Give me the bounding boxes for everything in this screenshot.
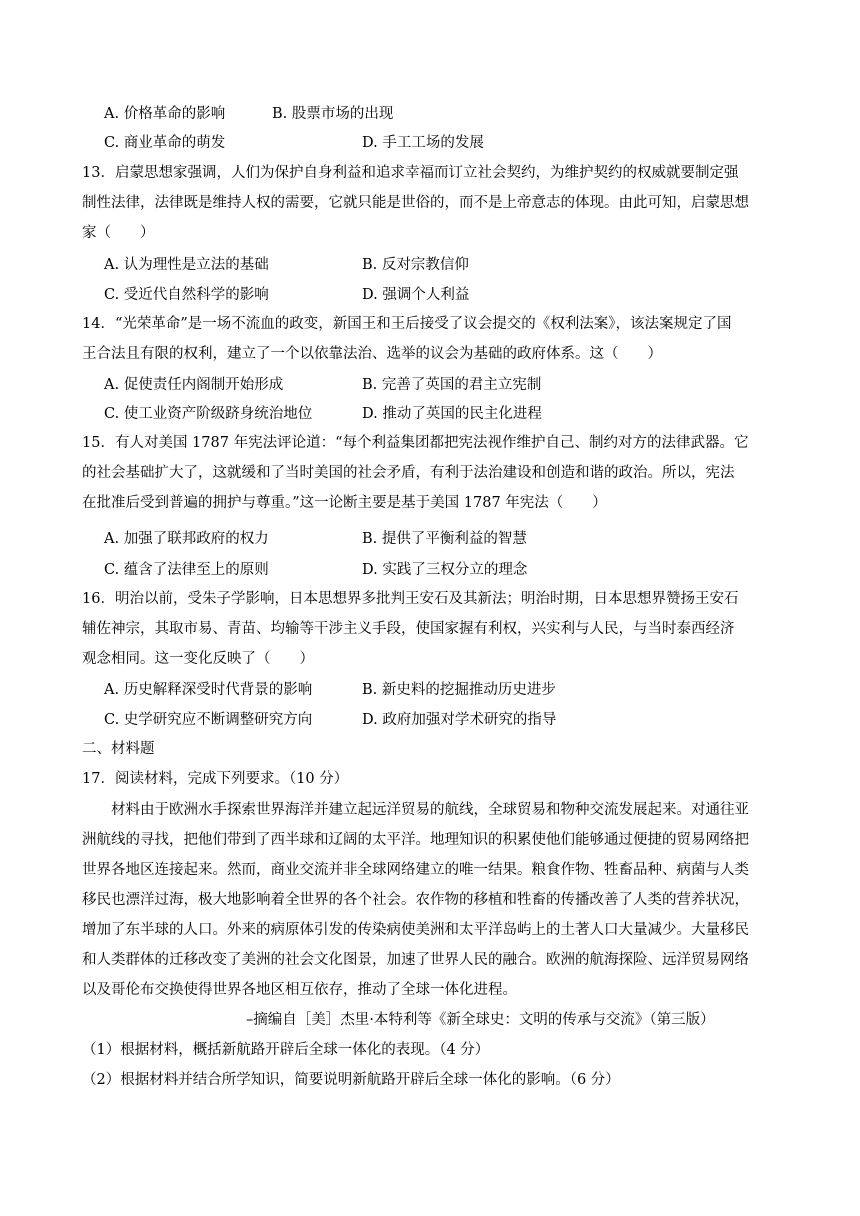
q14-option-a[interactable]: A. 促使责任内阁制开始形成 (104, 377, 284, 393)
q17-material-line-1: 材料由于欧洲水手探索世界海洋并建立起远洋贸易的航线，全球贸易和物种交流发展起来。对通往亚 (111, 802, 749, 818)
q13-options-row-2 (104, 285, 784, 307)
q13-option-b[interactable]: B. 反对宗教信仰 (362, 257, 469, 273)
q16-option-a[interactable]: A. 历史解释深受时代背景的影响 (104, 682, 313, 698)
section-title: 二、材料题 (82, 741, 155, 757)
q16-options-row-2 (104, 710, 784, 732)
q17-material-line-7: 以及哥伦布交换使得世界各地区相互依存，推动了全球一体化进程。 (82, 982, 517, 998)
q15-option-a[interactable]: A. 加强了联邦政府的权力 (104, 531, 269, 547)
q16-option-d[interactable]: D. 政府加强对学术研究的指导 (362, 712, 557, 728)
q13-option-c[interactable]: C. 受近代自然科学的影响 (104, 287, 269, 303)
q15-option-d[interactable]: D. 实践了三权分立的理念 (362, 562, 528, 578)
q17-material-source: –摘编自［美］杰里·本特利等《新全球史：文明的传承与交流》（第三版） (246, 1012, 715, 1028)
q12-option-b[interactable]: B. 股票市场的出现 (272, 106, 394, 122)
q13-options-row-1 (104, 255, 784, 277)
q12-options-row-2 (104, 133, 784, 155)
q17-material-line-6: 和人类群体的迁移改变了美洲的社会文化图景，加速了世界人民的融合。欧洲的航海探险、远洋贸易网络 (82, 952, 749, 968)
q14-option-b[interactable]: B. 完善了英国的君主立宪制 (362, 377, 542, 393)
q12-option-d[interactable]: D. 手工工场的发展 (362, 135, 484, 151)
q12-option-c[interactable]: C. 商业革命的萌发 (104, 135, 226, 151)
q16-stem-line-3: 观念相同。这一变化反映了（ ） (82, 651, 314, 667)
q17-material-line-3: 世界各地区连接起来。然而，商业交流并非全球网络建立的唯一结果。粮食作物、牲畜品种、病菌与人类 (82, 862, 749, 878)
q14-option-c[interactable]: C. 使工业资产阶级跻身统治地位 (104, 406, 313, 422)
q15-stem-line-2: 的社会基础扩大了，这就缓和了当时美国的社会矛盾，有利于法治建设和创造和谐的政治。所以，宪法 (82, 465, 735, 481)
q13-stem-line-2: 制性法律，法律既是维持人权的需要，它就只能是世俗的，而不是上帝意志的体现。由此可知，启蒙思想 (82, 195, 749, 211)
q15-options-row-2 (104, 560, 784, 582)
q14-stem-line-2: 王合法且有限的权利，建立了一个以依靠法治、选举的议会为基础的政府体系。这（ ） (82, 346, 662, 362)
q17-prompt: 17．阅读材料，完成下列要求。（10 分） (82, 771, 349, 787)
q16-stem-line-1: 16．明治以前，受朱子学影响，日本思想界多批判王安石及其新法；明治时期，日本思想界赞扬王安石 (82, 591, 739, 607)
q12-options-row-1 (104, 104, 784, 126)
q15-stem-line-1: 15．有人对美国 1787 年宪法评论道：“每个利益集团都把宪法视作维护自己、制约对方的法律武器。它 (82, 435, 749, 451)
q16-options-row-1 (104, 680, 784, 702)
q14-options-row-1 (104, 375, 784, 397)
q16-stem-line-2: 辅佐神宗，其取市易、青苗、均输等干涉主义手段，使国家握有利权，兴实利与人民，与当时泰西经济 (82, 621, 735, 637)
q15-option-b[interactable]: B. 提供了平衡利益的智慧 (362, 531, 527, 547)
q13-option-a[interactable]: A. 认为理性是立法的基础 (104, 257, 269, 273)
q14-options-row-2 (104, 404, 784, 426)
q16-option-c[interactable]: C. 史学研究应不断调整研究方向 (104, 712, 313, 728)
q12-option-a[interactable]: A. 价格革命的影响 (104, 106, 226, 122)
q15-stem-line-3: 在批准后受到普遍的拥护与尊重。”这一论断主要是基于美国 1787 年宪法（ ） (82, 495, 607, 511)
q17-material-line-5: 增加了东半球的人口。外来的病原体引发的传染病使美洲和太平洋岛屿上的土著人口大量减少。大量移民 (82, 922, 749, 938)
q17-subquestion-1: （1）根据材料，概括新航路开辟后全球一体化的表现。（4 分） (82, 1042, 490, 1058)
q13-stem-line-3: 家（ ） (82, 225, 155, 241)
q14-stem-line-1: 14．“光荣革命”是一场不流血的政变，新国王和王后接受了议会提交的《权利法案》，该法案规定了国 (82, 316, 732, 332)
q14-option-d[interactable]: D. 推动了英国的民主化进程 (362, 406, 542, 422)
q13-stem-line-1: 13．启蒙思想家强调，人们为保护自身利益和追求幸福而订立社会契约，为维护契约的权威就要制定强 (82, 165, 739, 181)
q13-option-d[interactable]: D. 强调个人利益 (362, 287, 470, 303)
q17-material-line-4: 移民也漂洋过海，极大地影响着全世界的各个社会。农作物的移植和牲畜的传播改善了人类的营养状况， (82, 892, 749, 908)
q15-options-row-1 (104, 529, 784, 551)
q17-subquestion-2: （2）根据材料并结合所学知识，简要说明新航路开辟后全球一体化的影响。（6 分） (82, 1072, 620, 1088)
q17-material-line-2: 洲航线的寻找，把他们带到了西半球和辽阔的太平洋。地理知识的积累使他们能够通过便捷的贸易网络把 (82, 832, 749, 848)
q15-option-c[interactable]: C. 蕴含了法律至上的原则 (104, 562, 269, 578)
q16-option-b[interactable]: B. 新史料的挖掘推动历史进步 (362, 682, 556, 698)
